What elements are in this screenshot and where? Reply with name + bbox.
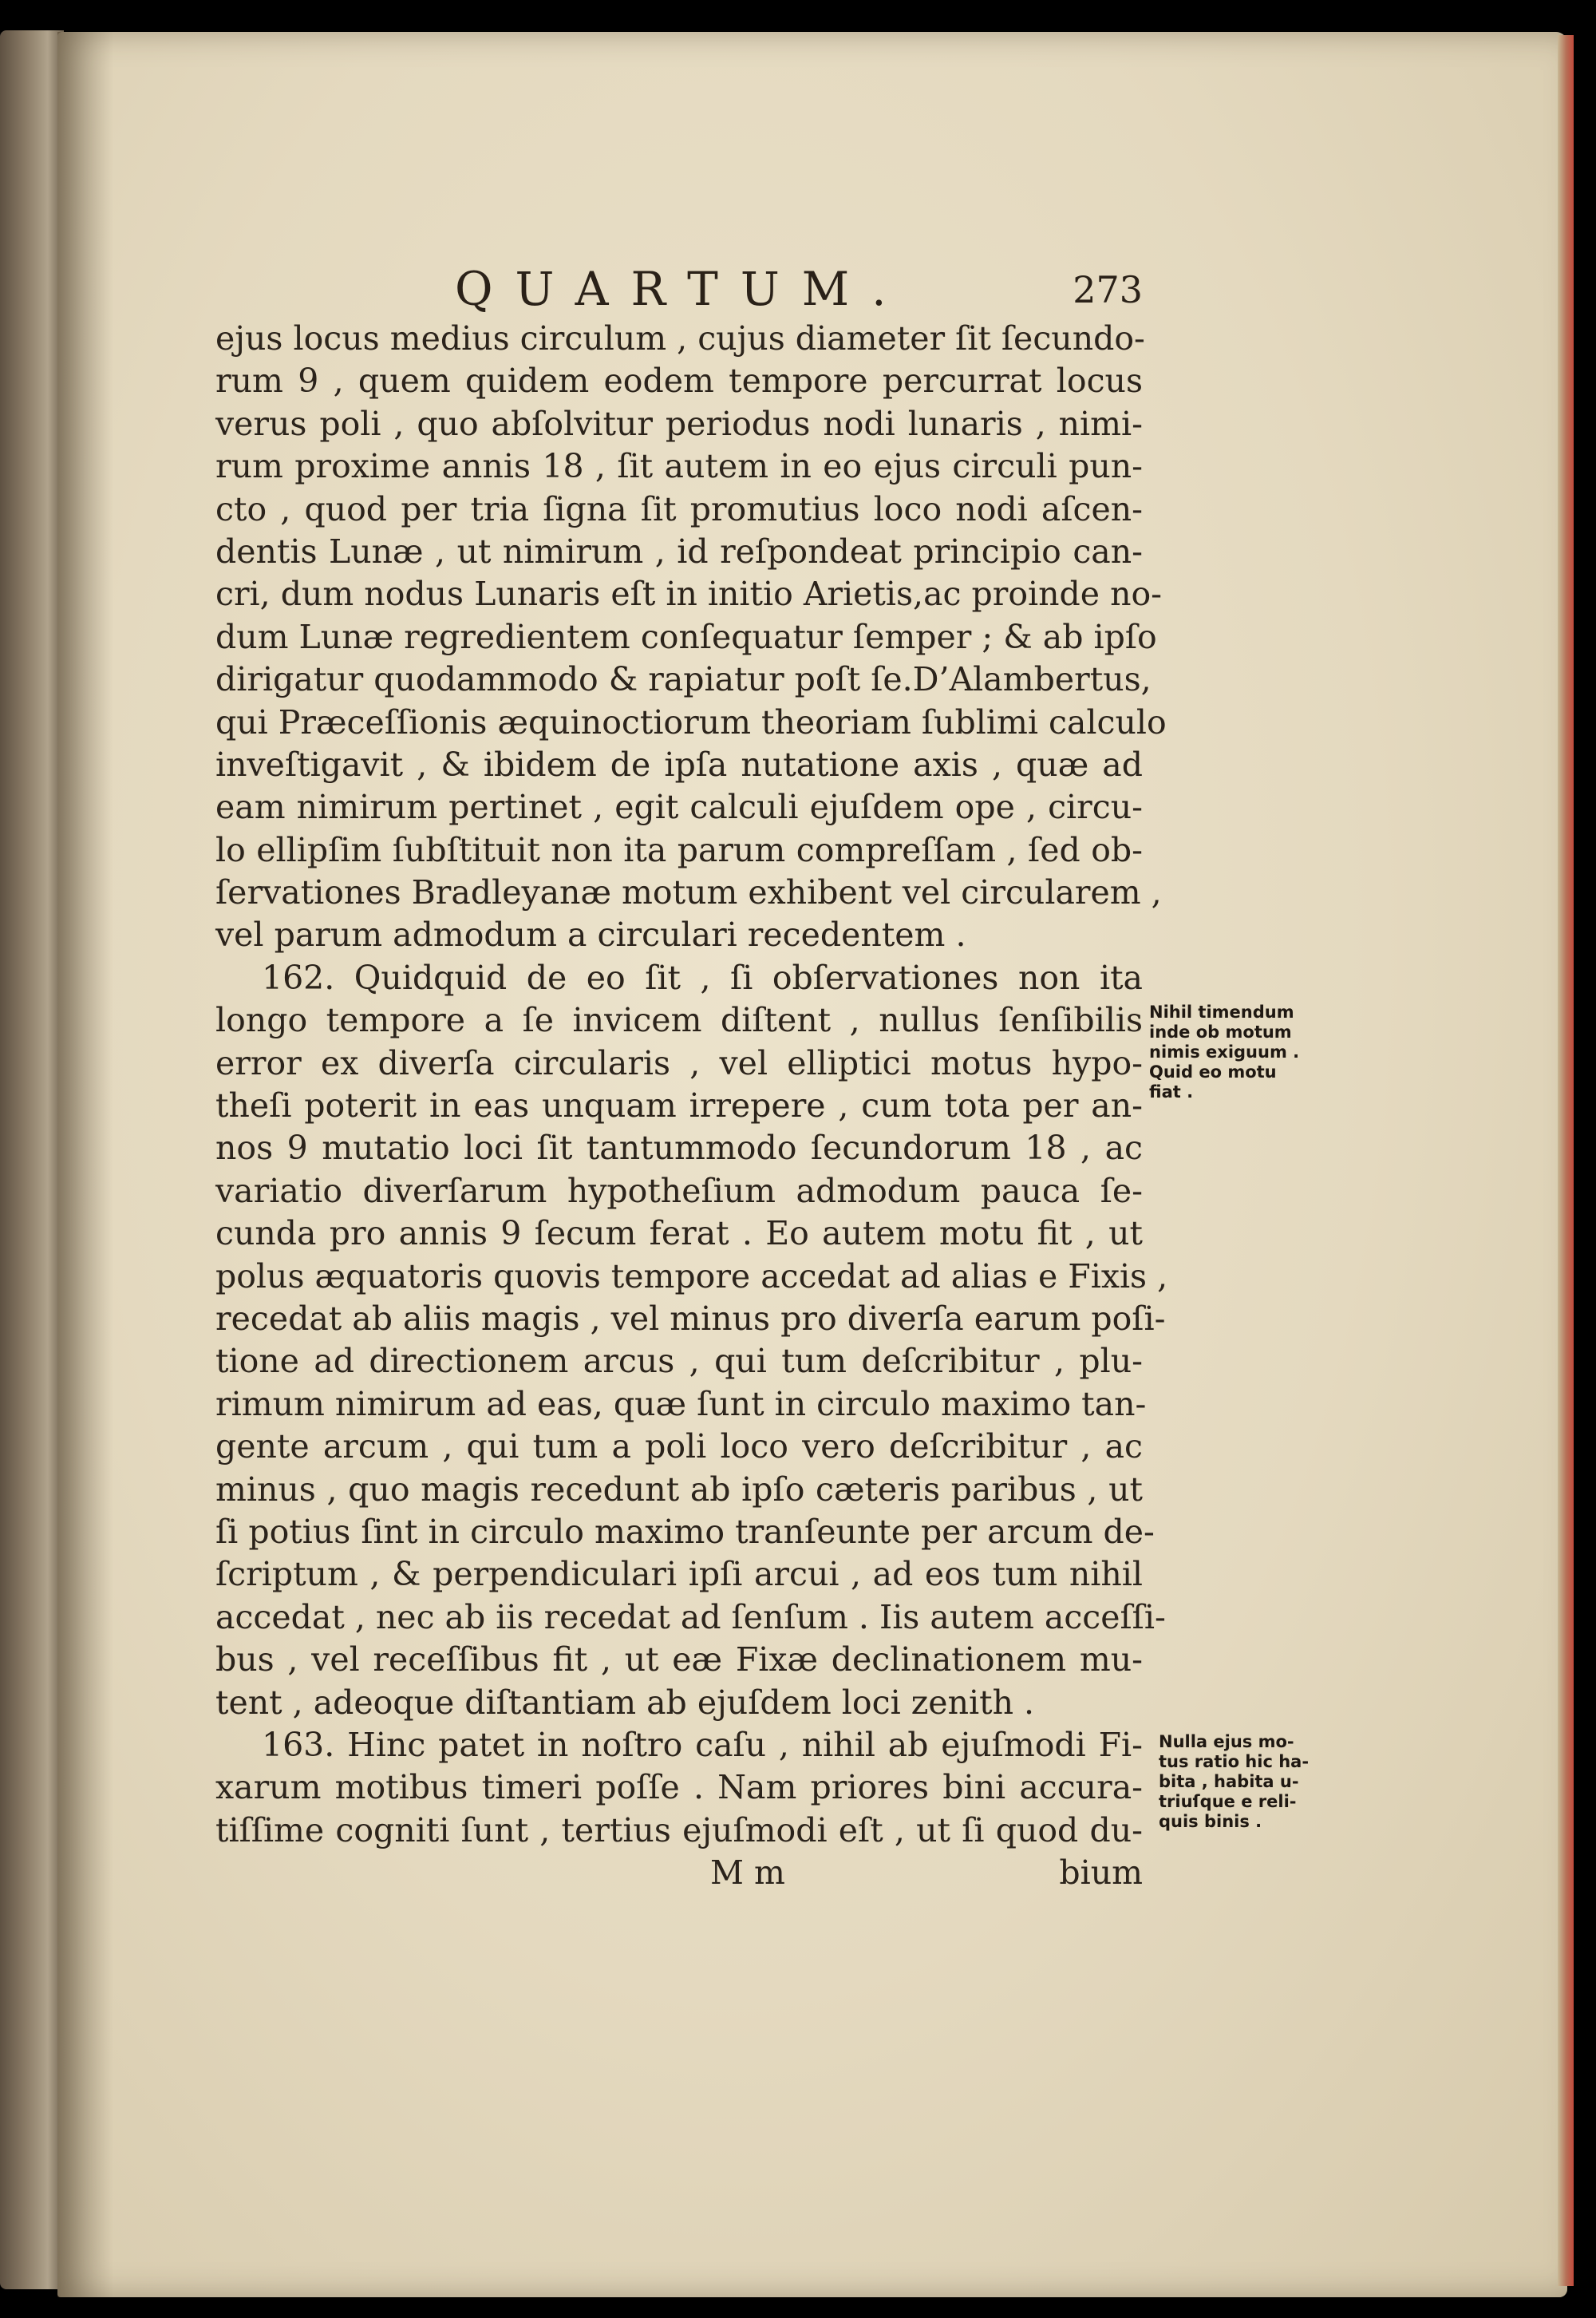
text-line: cri, dum nodus Lunaris eſt in initio Arietis,ac proinde no- [215,575,1163,614]
margin-note-line: Nulla ejus mo- [1159,1732,1294,1751]
text-line: dirigatur quodammodo & rapiatur poſt ſe.D’Alambertus, [215,660,1152,699]
text-line: tione ad directionem arcus , qui tum deſcribitur , plu- [215,1342,1143,1381]
text-line: qui Præceſſionis æquinoctiorum theoriam ſublimi calculo [215,702,1167,742]
previous-page-edge [0,30,64,2289]
margin-note-line: triuſque e reli- [1159,1792,1297,1811]
text-line: gente arcum , qui tum a poli loco vero deſcribitur , ac [215,1427,1143,1466]
margin-note-line: quis binis . [1159,1812,1262,1831]
page-footer [215,1852,1143,1894]
margin-note-line: fiat . [1149,1082,1194,1102]
page-header [215,262,1143,318]
text-line: xarum motibus timeri poſſe . Nam priores bini accura- [215,1768,1143,1807]
text-line: rum 9 , quem quidem eodem tempore percurrat locus [215,362,1143,401]
text-line: eam nimirum pertinet , egit calculi ejuſdem ope , circu- [215,788,1143,827]
text-line: ſervationes Bradleyanæ motum exhibent vel circularem , [215,873,1162,912]
running-title: QUARTUM. [455,262,909,316]
margin-note-line: nimis exiguum . [1149,1042,1300,1062]
text-line: ejus locus medius circulum , cujus diameter ſit ſecundo- [215,319,1145,358]
text-line: polus æquatoris quovis tempore accedat ad alias e Fixis , [215,1256,1168,1295]
text-line: inveſtigavit , & ibidem de ipſa nutatione axis , quæ ad [215,745,1143,784]
text-line: rimum nimirum ad eas, quæ ſunt in circulo maximo tan- [215,1384,1147,1423]
text-line: cunda pro annis 9 ſecum ferat . Eo autem motu fit , ut [215,1214,1143,1253]
signature-mark: M m [710,1853,785,1893]
text-line: tent , adeoque diſtantiam ab ejuſdem loci zenith . [215,1683,1035,1722]
text-line: verus poli , quo abſolvitur periodus nodi lunaris , nimi- [215,404,1143,443]
text-line: accedat , nec ab iis recedat ad ſenſum . Iis autem acceſſi- [215,1597,1166,1636]
paragraph-start-162: 162. Quidquid de eo ſit , ſi obſervationes non ita [262,958,1143,997]
text-line: longo tempore a ſe invicem diſtent , nullus ſenſibilis [215,1001,1143,1040]
text-line: dum Lunæ regredientem conſequatur ſemper ; & ab ipſo [215,617,1157,656]
text-line: bus , vel receſſibus fit , ut eæ Fixæ declinationem mu- [215,1640,1143,1679]
margin-note-line: bita , habita u- [1159,1772,1299,1791]
text-line: lo ellipſim ſubſtituit non ita parum compreſſam , ſed ob- [215,830,1143,869]
body-text [215,318,1168,1894]
red-page-edge [1558,35,1574,2286]
margin-note-163 [1159,1732,1334,1832]
text-line: error ex diverſa circularis , vel elliptici motus hypo- [215,1043,1143,1082]
text-line: tiſſime cogniti ſunt , tertius ejuſmodi eſt , ut ſi quod du- [215,1810,1143,1849]
text-line: variatio diverſarum hypotheſium admodum pauca ſe- [215,1171,1143,1210]
text-line: theſi poterit in eas unquam irrepere , cum tota per an- [215,1086,1143,1125]
gutter-shadow [57,32,113,2297]
text-line: vel parum admodum a circulari recedentem . [215,916,966,955]
text-line: cto , quod per tria ſigna ſit promutius loco nodi aſcen- [215,489,1143,528]
margin-note-line: Quid eo motu [1149,1062,1277,1082]
margin-note-line: tus ratio hic ha- [1159,1752,1310,1771]
text-line: ſcriptum , & perpendiculari ipſi arcui , ad eos tum nihil [215,1555,1143,1594]
text-line: minus , quo magis recedunt ab ipſo cæteris paribus , ut [215,1470,1143,1509]
text-line: dentis Lunæ , ut nimirum , id reſpondeat principio can- [215,532,1143,571]
text-line: recedat ab aliis magis , vel minus pro diverſa earum poſi- [215,1299,1166,1338]
margin-note-line: Nihil timendum [1149,1003,1294,1022]
text-line: ſi potius ſint in circulo maximo tranſeunte per arcum de- [215,1512,1155,1551]
paragraph-start-163: 163. Hinc patet in noſtro caſu , nihil ab ejuſmodi Fi- [262,1725,1143,1764]
text-line: rum proxime annis 18 , ſit autem in eo ejus circuli pun- [215,447,1143,486]
text-line: nos 9 mutatio loci ſit tantummodo ſecundorum 18 , ac [215,1129,1143,1168]
catchword: bium [1059,1853,1143,1893]
margin-note-line: inde ob motum [1149,1023,1292,1042]
page-number: 273 [1073,268,1143,311]
margin-note-162 [1149,1003,1325,1102]
